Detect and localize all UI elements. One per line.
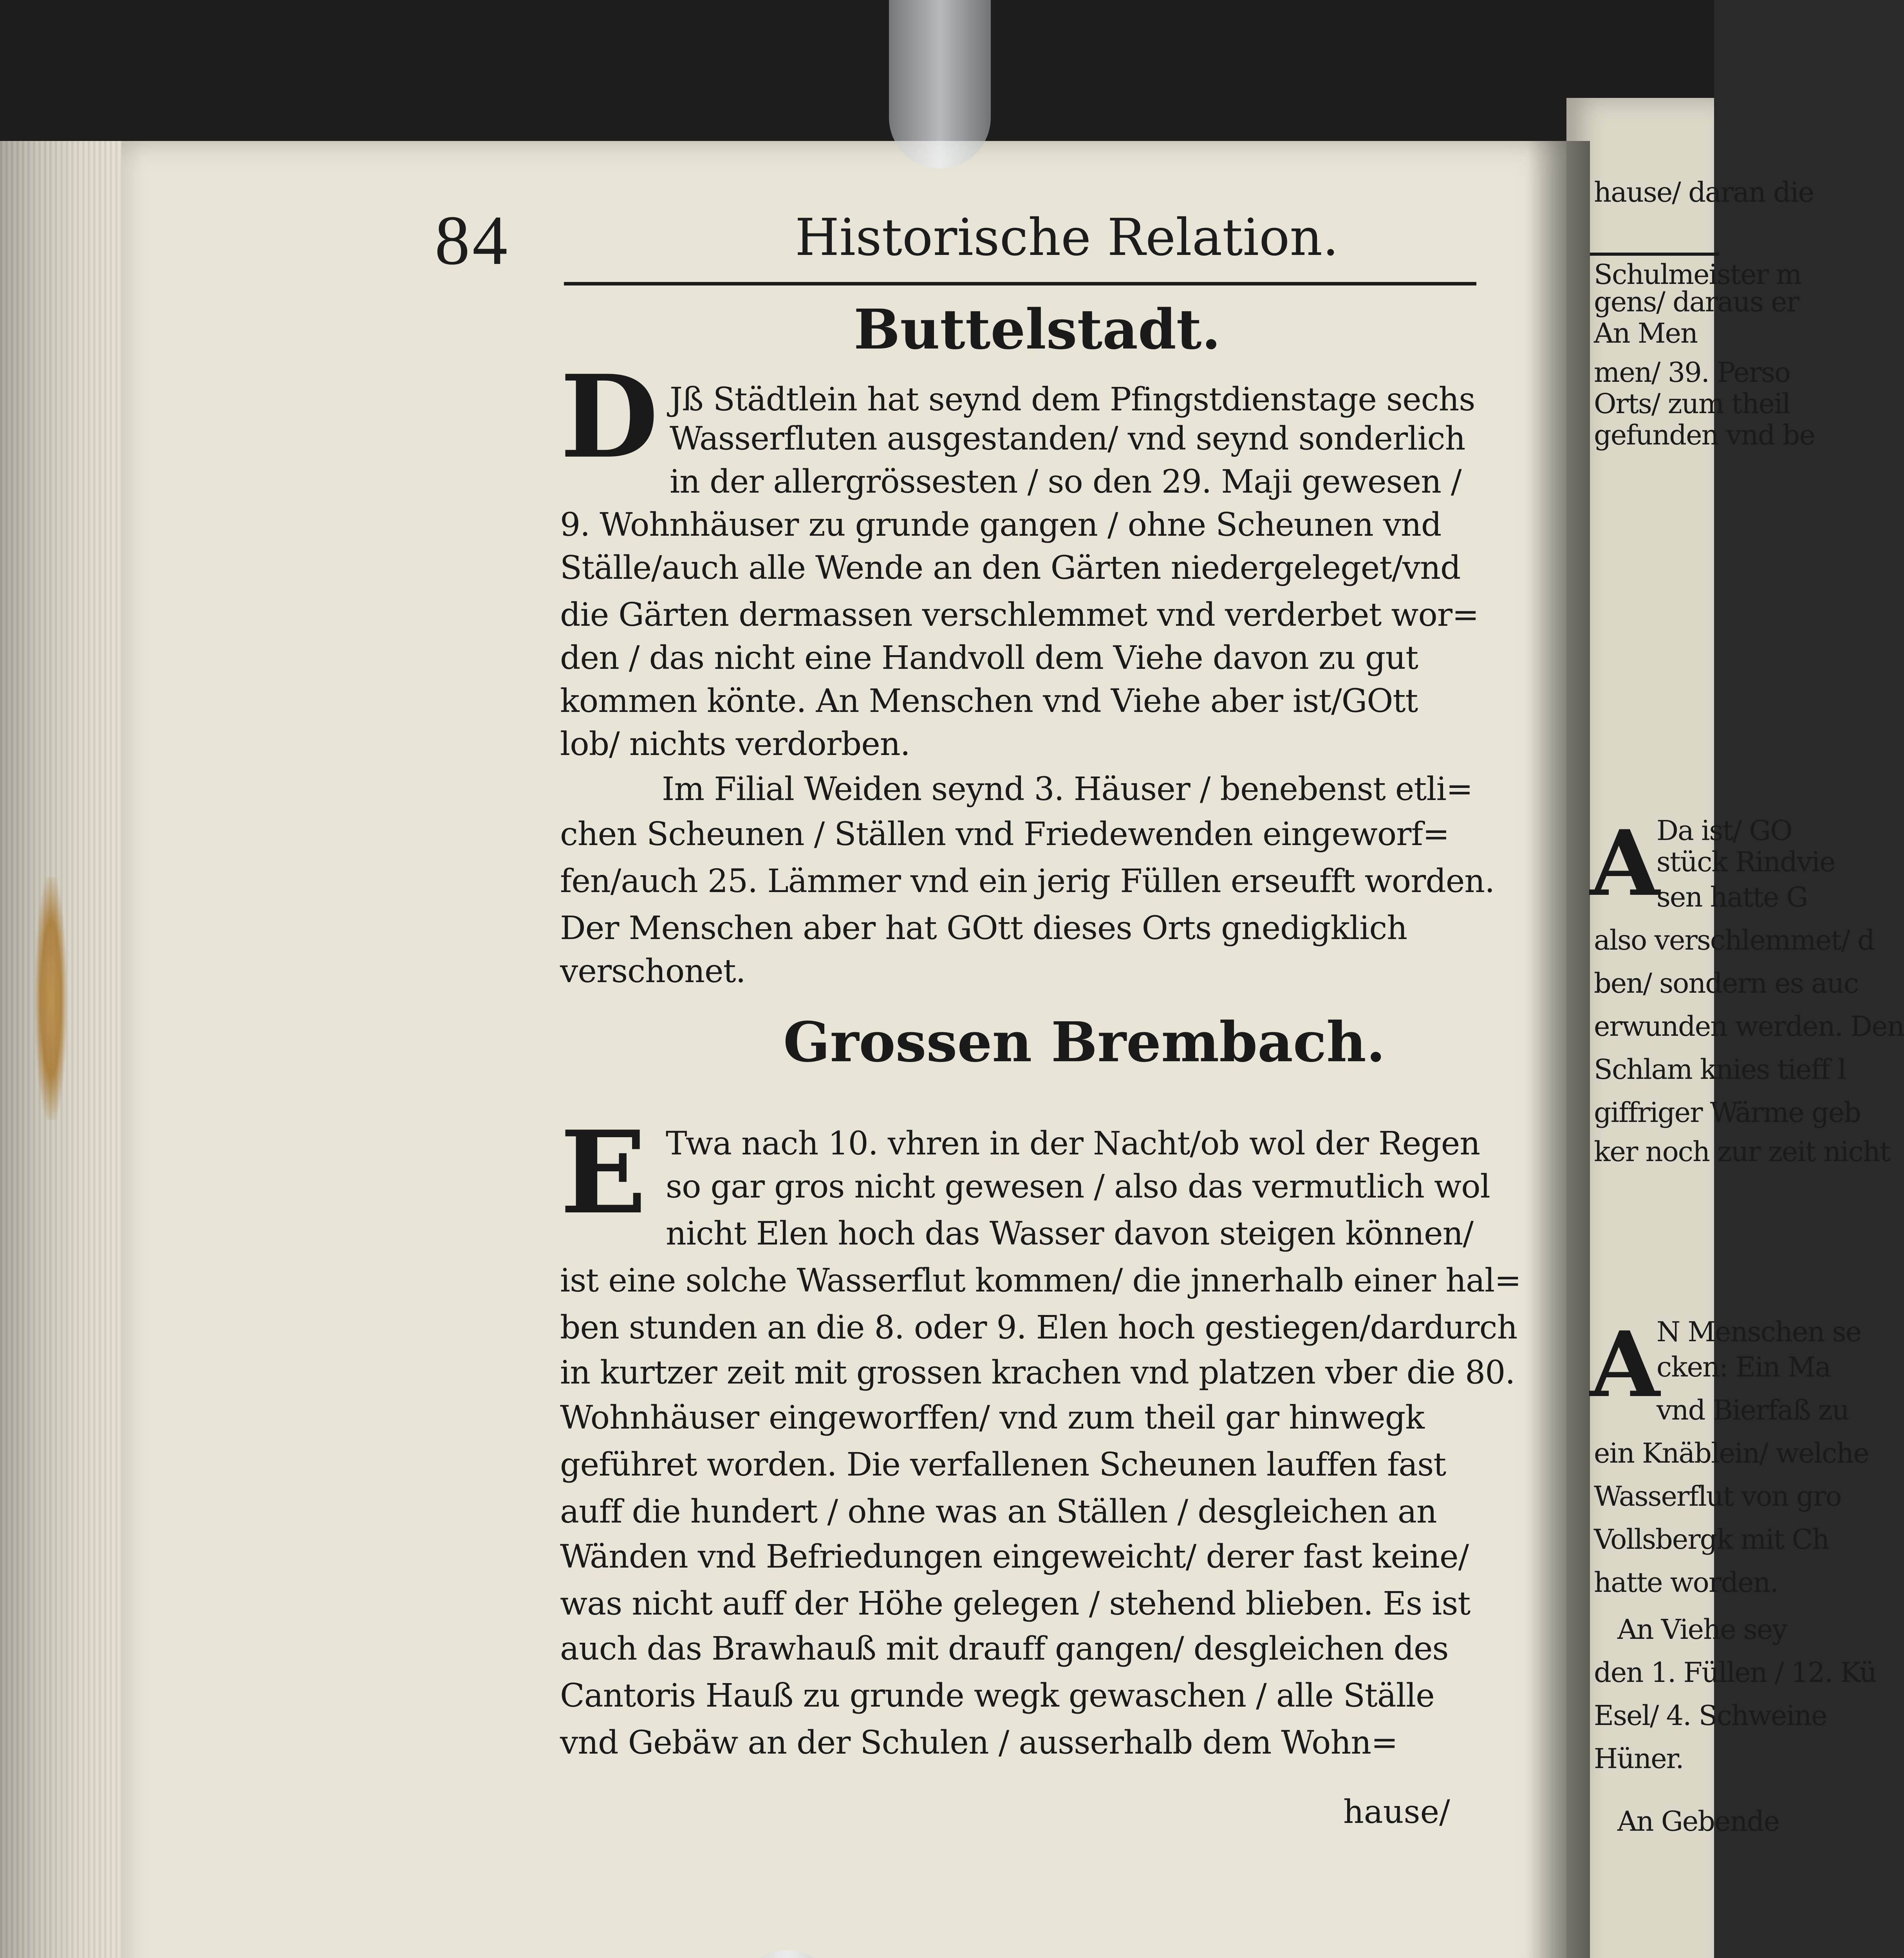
facing-line: sen hatte G — [1657, 881, 1808, 913]
text-line: geführet worden. Die verfallenen Scheunen lauffen fast — [560, 1446, 1446, 1483]
text-line: 9. Wohnhäuser zu grunde gangen / ohne Scheunen vnd — [560, 506, 1442, 544]
text-line: in kurtzer zeit mit grossen krachen vnd platzen vber die 80. — [560, 1354, 1515, 1391]
text-line: Im Filial Weiden seynd 3. Häuser / benebenst etli= — [662, 771, 1473, 808]
facing-line: giffriger Wärme geb — [1594, 1096, 1861, 1129]
decorated-initial: E — [560, 1106, 647, 1239]
text-line: Jß Städtlein hat seynd dem Pfingstdienstage sechs — [670, 381, 1475, 418]
facing-line: N Menschen se — [1657, 1316, 1861, 1348]
text-line: verschonet. — [560, 953, 746, 990]
facing-line: Vollsbergk mit Ch — [1594, 1523, 1829, 1555]
facing-line: stück Rindvie — [1657, 846, 1835, 878]
text-line: Wohnhäuser eingeworffen/ vnd zum theil gar hinwegk — [560, 1399, 1424, 1436]
header-rule — [564, 282, 1476, 285]
text-line: auch das Brawhauß mit drauff gangen/ desgleichen des — [560, 1630, 1449, 1667]
text-line: vnd Gebäw an der Schulen / ausserhalb dem Wohn= — [560, 1724, 1398, 1761]
text-line: auff die hundert / ohne was an Ställen / desgleichen an — [560, 1493, 1437, 1530]
facing-line: erwunden werden. Den — [1594, 1010, 1904, 1042]
facing-line: hatte worden. — [1594, 1566, 1778, 1599]
text-line: Ställe/auch alle Wende an den Gärten niedergeleget/vnd — [560, 549, 1461, 587]
text-line: in der allergrössesten / so den 29. Maji gewesen / — [670, 463, 1461, 500]
text-line: chen Scheunen / Ställen vnd Friedewenden eingeworf= — [560, 816, 1449, 853]
decorated-initial: D — [560, 350, 659, 484]
facing-line: men/ 39. Perso — [1594, 356, 1790, 388]
facing-line: cken: Ein Ma — [1657, 1351, 1831, 1383]
text-line: nicht Elen hoch das Wasser davon steigen können/ — [666, 1215, 1474, 1252]
facing-line: An Gebende — [1617, 1805, 1779, 1837]
facing-line: Da ist/ GO — [1657, 815, 1792, 847]
facing-line: vnd Bierfaß zu — [1657, 1394, 1849, 1426]
facing-line: Schlam knies tieff l — [1594, 1053, 1846, 1086]
facing-line: An Men — [1594, 317, 1698, 349]
text-line: Cantoris Hauß zu grunde wegk gewaschen / alle Ställe — [560, 1677, 1434, 1714]
text-line: Wänden vnd Befriedungen eingeweicht/ derer fast keine/ — [560, 1538, 1469, 1575]
running-title: Historische Relation. — [795, 208, 1339, 267]
facing-line: Esel/ 4. Schweine — [1594, 1700, 1827, 1732]
book-clamp-top — [889, 0, 991, 168]
text-line: was nicht auff der Höhe gelegen / stehend blieben. Es ist — [560, 1585, 1470, 1622]
facing-line: Hüner. — [1594, 1743, 1684, 1775]
paper-stain — [35, 877, 67, 1120]
facing-line: gefunden vnd be — [1594, 419, 1815, 451]
text-line: Wasserfluten ausgestanden/ vnd seynd sonderlich — [670, 420, 1465, 457]
facing-initial: A — [1590, 811, 1660, 916]
facing-line: also verschlemmet/ d — [1594, 924, 1874, 956]
text-line: ist eine solche Wasserflut kommen/ die jnnerhalb einer hal= — [560, 1262, 1521, 1299]
facing-line: ein Knäblein/ welche — [1594, 1437, 1869, 1469]
text-line: den / das nicht eine Handvoll dem Viehe davon zu gut — [560, 639, 1418, 677]
book-gutter-shadow — [1527, 141, 1590, 1958]
text-line: ben stunden an die 8. oder 9. Elen hoch gestiegen/dardurch — [560, 1309, 1517, 1346]
facing-line: den 1. Füllen / 12. Kü — [1594, 1656, 1877, 1689]
text-line: die Gärten dermassen verschlemmet vnd verderbet wor= — [560, 596, 1479, 634]
text-line: fen/auch 25. Lämmer vnd ein jerig Füllen erseufft worden. — [560, 863, 1495, 900]
facing-line: gens/ daraus er — [1594, 286, 1799, 318]
facing-line: ben/ sondern es auc — [1594, 967, 1858, 999]
text-line: Der Menschen aber hat GOtt dieses Orts gnedigklich — [560, 910, 1407, 947]
text-line: so gar gros nicht gewesen / also das vermutlich wol — [666, 1168, 1490, 1205]
section-heading-grossen-brembach: Grossen Brembach. — [783, 1010, 1386, 1075]
facing-line: An Viehe sey — [1617, 1613, 1787, 1646]
page-number: 84 — [435, 201, 510, 279]
facing-line: Orts/ zum theil — [1594, 388, 1790, 420]
text-line: kommen könte. An Menschen vnd Viehe aber ist/GOtt — [560, 683, 1418, 720]
facing-initial: A — [1590, 1312, 1660, 1418]
text-line: Twa nach 10. vhren in der Nacht/ob wol der Regen — [666, 1125, 1480, 1162]
facing-header-rule — [1590, 253, 1719, 256]
facing-line: Wasserflut von gro — [1594, 1480, 1841, 1512]
facing-line: ker noch zur zeit nicht — [1594, 1136, 1890, 1168]
section-heading-buttelstadt: Buttelstadt. — [854, 298, 1221, 362]
facing-line: Schulmeister m — [1594, 258, 1801, 291]
facing-line: hause/ daran die — [1594, 176, 1814, 208]
left-page-block — [0, 141, 129, 1958]
catchword: hause/ — [1343, 1794, 1450, 1831]
text-line: lob/ nichts verdorben. — [560, 726, 910, 763]
